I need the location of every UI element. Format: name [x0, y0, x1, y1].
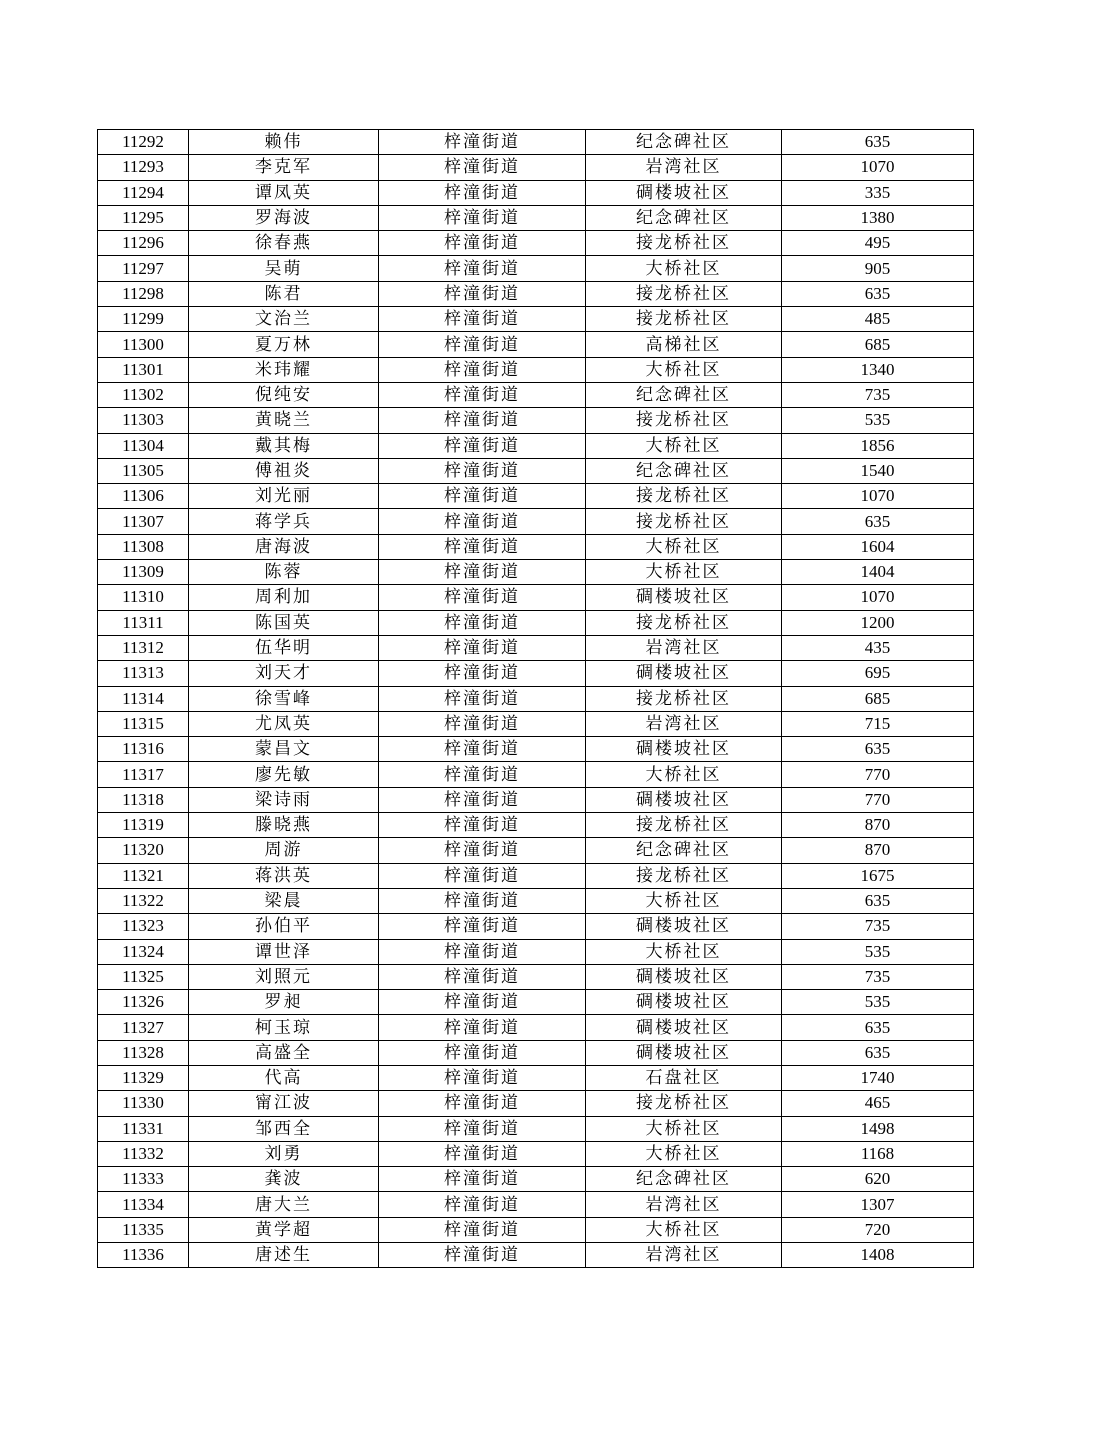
- cell-id: 11296: [98, 231, 189, 256]
- cell-community: 大桥社区: [586, 357, 782, 382]
- cell-id: 11318: [98, 787, 189, 812]
- cell-street: 梓潼街道: [379, 1040, 586, 1065]
- cell-id: 11306: [98, 484, 189, 509]
- cell-id: 11315: [98, 711, 189, 736]
- cell-community: 纪念碑社区: [586, 838, 782, 863]
- cell-name: 唐述生: [189, 1243, 379, 1268]
- cell-name: 柯玉琼: [189, 1015, 379, 1040]
- table-row: [98, 1243, 974, 1268]
- cell-street: 梓潼街道: [379, 1015, 586, 1040]
- cell-amount: 635: [782, 1040, 974, 1065]
- cell-community: 大桥社区: [586, 762, 782, 787]
- cell-community: 接龙桥社区: [586, 863, 782, 888]
- cell-street: 梓潼街道: [379, 737, 586, 762]
- cell-name: 倪纯安: [189, 382, 379, 407]
- cell-id: 11303: [98, 408, 189, 433]
- table-row: [98, 610, 974, 635]
- cell-community: 接龙桥社区: [586, 307, 782, 332]
- table-row: [98, 408, 974, 433]
- table-row: [98, 1065, 974, 1090]
- cell-amount: 535: [782, 939, 974, 964]
- cell-amount: 1070: [782, 155, 974, 180]
- cell-name: 黄学超: [189, 1217, 379, 1242]
- cell-name: 文治兰: [189, 307, 379, 332]
- cell-name: 傅祖炎: [189, 458, 379, 483]
- cell-street: 梓潼街道: [379, 990, 586, 1015]
- table-row: [98, 787, 974, 812]
- cell-community: 大桥社区: [586, 534, 782, 559]
- cell-id: 11333: [98, 1167, 189, 1192]
- cell-amount: 1540: [782, 458, 974, 483]
- cell-street: 梓潼街道: [379, 585, 586, 610]
- cell-name: 陈蓉: [189, 560, 379, 585]
- cell-community: 纪念碑社区: [586, 382, 782, 407]
- table-row: [98, 1040, 974, 1065]
- cell-name: 刘天才: [189, 661, 379, 686]
- table-row: [98, 737, 974, 762]
- cell-community: 岩湾社区: [586, 1192, 782, 1217]
- cell-street: 梓潼街道: [379, 1141, 586, 1166]
- cell-street: 梓潼街道: [379, 1167, 586, 1192]
- cell-community: 大桥社区: [586, 1217, 782, 1242]
- cell-name: 赖伟: [189, 130, 379, 155]
- cell-amount: 720: [782, 1217, 974, 1242]
- cell-name: 周利加: [189, 585, 379, 610]
- cell-id: 11300: [98, 332, 189, 357]
- cell-id: 11294: [98, 180, 189, 205]
- cell-id: 11330: [98, 1091, 189, 1116]
- cell-street: 梓潼街道: [379, 231, 586, 256]
- cell-street: 梓潼街道: [379, 1217, 586, 1242]
- cell-community: 接龙桥社区: [586, 231, 782, 256]
- cell-street: 梓潼街道: [379, 484, 586, 509]
- cell-id: 11308: [98, 534, 189, 559]
- cell-street: 梓潼街道: [379, 357, 586, 382]
- cell-id: 11331: [98, 1116, 189, 1141]
- cell-street: 梓潼街道: [379, 914, 586, 939]
- cell-amount: 1856: [782, 433, 974, 458]
- table-row: [98, 231, 974, 256]
- cell-amount: 870: [782, 838, 974, 863]
- cell-id: 11314: [98, 686, 189, 711]
- cell-community: 接龙桥社区: [586, 610, 782, 635]
- cell-id: 11327: [98, 1015, 189, 1040]
- cell-name: 罗海波: [189, 205, 379, 230]
- cell-community: 接龙桥社区: [586, 813, 782, 838]
- table-row: [98, 1091, 974, 1116]
- cell-community: 碉楼坡社区: [586, 964, 782, 989]
- table-row: [98, 939, 974, 964]
- cell-community: 接龙桥社区: [586, 281, 782, 306]
- cell-amount: 685: [782, 686, 974, 711]
- cell-amount: 635: [782, 509, 974, 534]
- cell-name: 代高: [189, 1065, 379, 1090]
- cell-street: 梓潼街道: [379, 610, 586, 635]
- cell-community: 大桥社区: [586, 939, 782, 964]
- cell-amount: 735: [782, 964, 974, 989]
- cell-amount: 1070: [782, 585, 974, 610]
- cell-name: 唐海波: [189, 534, 379, 559]
- cell-street: 梓潼街道: [379, 661, 586, 686]
- cell-amount: 905: [782, 256, 974, 281]
- table-row: [98, 130, 974, 155]
- cell-street: 梓潼街道: [379, 635, 586, 660]
- table-row: [98, 357, 974, 382]
- table-row: [98, 484, 974, 509]
- cell-name: 戴其梅: [189, 433, 379, 458]
- cell-street: 梓潼街道: [379, 560, 586, 585]
- cell-name: 唐大兰: [189, 1192, 379, 1217]
- cell-id: 11320: [98, 838, 189, 863]
- cell-name: 米玮耀: [189, 357, 379, 382]
- table-row: [98, 888, 974, 913]
- cell-name: 谭凤英: [189, 180, 379, 205]
- cell-community: 纪念碑社区: [586, 1167, 782, 1192]
- cell-street: 梓潼街道: [379, 458, 586, 483]
- cell-street: 梓潼街道: [379, 281, 586, 306]
- cell-community: 碉楼坡社区: [586, 990, 782, 1015]
- cell-street: 梓潼街道: [379, 711, 586, 736]
- cell-amount: 770: [782, 787, 974, 812]
- cell-name: 徐雪峰: [189, 686, 379, 711]
- roster-table: [97, 129, 974, 1268]
- cell-community: 碉楼坡社区: [586, 1015, 782, 1040]
- cell-amount: 535: [782, 990, 974, 1015]
- table-row: [98, 1116, 974, 1141]
- cell-name: 邹西全: [189, 1116, 379, 1141]
- cell-amount: 1498: [782, 1116, 974, 1141]
- table-row: [98, 990, 974, 1015]
- table-row: [98, 863, 974, 888]
- cell-community: 碉楼坡社区: [586, 787, 782, 812]
- cell-street: 梓潼街道: [379, 1192, 586, 1217]
- table-row: [98, 1015, 974, 1040]
- cell-community: 纪念碑社区: [586, 458, 782, 483]
- cell-community: 碉楼坡社区: [586, 914, 782, 939]
- cell-street: 梓潼街道: [379, 130, 586, 155]
- cell-name: 罗昶: [189, 990, 379, 1015]
- cell-street: 梓潼街道: [379, 813, 586, 838]
- cell-id: 11310: [98, 585, 189, 610]
- cell-amount: 685: [782, 332, 974, 357]
- cell-amount: 465: [782, 1091, 974, 1116]
- cell-name: 尤凤英: [189, 711, 379, 736]
- table-row: [98, 180, 974, 205]
- cell-street: 梓潼街道: [379, 534, 586, 559]
- cell-community: 石盘社区: [586, 1065, 782, 1090]
- cell-name: 徐春燕: [189, 231, 379, 256]
- cell-name: 刘勇: [189, 1141, 379, 1166]
- cell-street: 梓潼街道: [379, 180, 586, 205]
- cell-name: 蒋洪英: [189, 863, 379, 888]
- cell-community: 岩湾社区: [586, 155, 782, 180]
- cell-name: 廖先敏: [189, 762, 379, 787]
- cell-id: 11325: [98, 964, 189, 989]
- cell-amount: 435: [782, 635, 974, 660]
- cell-name: 陈君: [189, 281, 379, 306]
- cell-street: 梓潼街道: [379, 1091, 586, 1116]
- cell-id: 11336: [98, 1243, 189, 1268]
- cell-id: 11321: [98, 863, 189, 888]
- cell-amount: 1604: [782, 534, 974, 559]
- cell-id: 11305: [98, 458, 189, 483]
- cell-id: 11298: [98, 281, 189, 306]
- table-row: [98, 838, 974, 863]
- cell-name: 陈国英: [189, 610, 379, 635]
- table-row: [98, 1217, 974, 1242]
- cell-id: 11301: [98, 357, 189, 382]
- cell-amount: 1408: [782, 1243, 974, 1268]
- table-row: [98, 205, 974, 230]
- cell-amount: 870: [782, 813, 974, 838]
- cell-street: 梓潼街道: [379, 509, 586, 534]
- cell-street: 梓潼街道: [379, 205, 586, 230]
- cell-street: 梓潼街道: [379, 155, 586, 180]
- table-row: [98, 458, 974, 483]
- cell-amount: 635: [782, 1015, 974, 1040]
- table-row: [98, 661, 974, 686]
- cell-community: 岩湾社区: [586, 1243, 782, 1268]
- table-row: [98, 433, 974, 458]
- cell-amount: 715: [782, 711, 974, 736]
- cell-name: 甯江波: [189, 1091, 379, 1116]
- cell-amount: 1070: [782, 484, 974, 509]
- table-row: [98, 307, 974, 332]
- cell-community: 大桥社区: [586, 256, 782, 281]
- table-row: [98, 711, 974, 736]
- cell-id: 11329: [98, 1065, 189, 1090]
- cell-name: 黄晓兰: [189, 408, 379, 433]
- cell-id: 11309: [98, 560, 189, 585]
- cell-community: 大桥社区: [586, 1141, 782, 1166]
- cell-id: 11316: [98, 737, 189, 762]
- cell-street: 梓潼街道: [379, 1243, 586, 1268]
- cell-amount: 735: [782, 382, 974, 407]
- cell-community: 接龙桥社区: [586, 686, 782, 711]
- cell-amount: 495: [782, 231, 974, 256]
- cell-id: 11313: [98, 661, 189, 686]
- cell-id: 11293: [98, 155, 189, 180]
- cell-street: 梓潼街道: [379, 433, 586, 458]
- table-row: [98, 914, 974, 939]
- cell-community: 接龙桥社区: [586, 509, 782, 534]
- table-row: [98, 560, 974, 585]
- cell-amount: 1340: [782, 357, 974, 382]
- cell-id: 11292: [98, 130, 189, 155]
- table-row: [98, 686, 974, 711]
- cell-street: 梓潼街道: [379, 256, 586, 281]
- cell-id: 11299: [98, 307, 189, 332]
- table-row: [98, 382, 974, 407]
- cell-id: 11323: [98, 914, 189, 939]
- cell-amount: 635: [782, 888, 974, 913]
- table-row: [98, 762, 974, 787]
- cell-name: 周游: [189, 838, 379, 863]
- cell-street: 梓潼街道: [379, 332, 586, 357]
- cell-street: 梓潼街道: [379, 787, 586, 812]
- cell-community: 接龙桥社区: [586, 484, 782, 509]
- cell-street: 梓潼街道: [379, 939, 586, 964]
- cell-amount: 635: [782, 130, 974, 155]
- cell-community: 岩湾社区: [586, 635, 782, 660]
- cell-amount: 535: [782, 408, 974, 433]
- cell-name: 蒋学兵: [189, 509, 379, 534]
- cell-street: 梓潼街道: [379, 863, 586, 888]
- cell-amount: 335: [782, 180, 974, 205]
- cell-street: 梓潼街道: [379, 1065, 586, 1090]
- cell-community: 碉楼坡社区: [586, 585, 782, 610]
- cell-name: 谭世泽: [189, 939, 379, 964]
- cell-name: 吴萌: [189, 256, 379, 281]
- cell-name: 李克军: [189, 155, 379, 180]
- cell-street: 梓潼街道: [379, 964, 586, 989]
- cell-community: 高梯社区: [586, 332, 782, 357]
- cell-id: 11304: [98, 433, 189, 458]
- cell-community: 碉楼坡社区: [586, 1040, 782, 1065]
- cell-id: 11332: [98, 1141, 189, 1166]
- table-row: [98, 332, 974, 357]
- table-row: [98, 509, 974, 534]
- cell-id: 11295: [98, 205, 189, 230]
- cell-street: 梓潼街道: [379, 307, 586, 332]
- table-row: [98, 1192, 974, 1217]
- table-row: [98, 813, 974, 838]
- table-row: [98, 635, 974, 660]
- cell-amount: 1740: [782, 1065, 974, 1090]
- cell-amount: 635: [782, 281, 974, 306]
- cell-community: 大桥社区: [586, 560, 782, 585]
- cell-amount: 1404: [782, 560, 974, 585]
- table-row: [98, 1141, 974, 1166]
- cell-id: 11302: [98, 382, 189, 407]
- table-row: [98, 585, 974, 610]
- cell-id: 11324: [98, 939, 189, 964]
- cell-amount: 1168: [782, 1141, 974, 1166]
- cell-community: 大桥社区: [586, 888, 782, 913]
- cell-street: 梓潼街道: [379, 686, 586, 711]
- cell-name: 龚波: [189, 1167, 379, 1192]
- cell-name: 夏万林: [189, 332, 379, 357]
- cell-name: 高盛全: [189, 1040, 379, 1065]
- cell-name: 梁诗雨: [189, 787, 379, 812]
- cell-id: 11328: [98, 1040, 189, 1065]
- cell-id: 11312: [98, 635, 189, 660]
- cell-amount: 485: [782, 307, 974, 332]
- cell-id: 11317: [98, 762, 189, 787]
- cell-amount: 1200: [782, 610, 974, 635]
- cell-amount: 1675: [782, 863, 974, 888]
- cell-community: 大桥社区: [586, 1116, 782, 1141]
- roster-table-body: [98, 130, 974, 1268]
- cell-street: 梓潼街道: [379, 1116, 586, 1141]
- cell-amount: 735: [782, 914, 974, 939]
- table-row: [98, 281, 974, 306]
- cell-community: 碉楼坡社区: [586, 180, 782, 205]
- cell-amount: 1307: [782, 1192, 974, 1217]
- table-row: [98, 1167, 974, 1192]
- cell-id: 11335: [98, 1217, 189, 1242]
- table-row: [98, 534, 974, 559]
- cell-name: 梁晨: [189, 888, 379, 913]
- cell-community: 接龙桥社区: [586, 1091, 782, 1116]
- cell-community: 碉楼坡社区: [586, 661, 782, 686]
- table-row: [98, 155, 974, 180]
- cell-amount: 635: [782, 737, 974, 762]
- cell-name: 滕晓燕: [189, 813, 379, 838]
- cell-id: 11326: [98, 990, 189, 1015]
- cell-id: 11311: [98, 610, 189, 635]
- cell-id: 11334: [98, 1192, 189, 1217]
- cell-id: 11307: [98, 509, 189, 534]
- cell-id: 11297: [98, 256, 189, 281]
- cell-street: 梓潼街道: [379, 408, 586, 433]
- cell-street: 梓潼街道: [379, 382, 586, 407]
- cell-name: 伍华明: [189, 635, 379, 660]
- cell-street: 梓潼街道: [379, 838, 586, 863]
- cell-community: 接龙桥社区: [586, 408, 782, 433]
- cell-id: 11319: [98, 813, 189, 838]
- cell-amount: 1380: [782, 205, 974, 230]
- cell-name: 刘照元: [189, 964, 379, 989]
- cell-name: 孙伯平: [189, 914, 379, 939]
- cell-amount: 770: [782, 762, 974, 787]
- cell-id: 11322: [98, 888, 189, 913]
- cell-community: 碉楼坡社区: [586, 737, 782, 762]
- cell-community: 岩湾社区: [586, 711, 782, 736]
- cell-amount: 695: [782, 661, 974, 686]
- cell-community: 纪念碑社区: [586, 205, 782, 230]
- cell-street: 梓潼街道: [379, 888, 586, 913]
- cell-street: 梓潼街道: [379, 762, 586, 787]
- cell-community: 大桥社区: [586, 433, 782, 458]
- cell-amount: 620: [782, 1167, 974, 1192]
- table-row: [98, 964, 974, 989]
- cell-name: 蒙昌文: [189, 737, 379, 762]
- cell-name: 刘光丽: [189, 484, 379, 509]
- cell-community: 纪念碑社区: [586, 130, 782, 155]
- table-row: [98, 256, 974, 281]
